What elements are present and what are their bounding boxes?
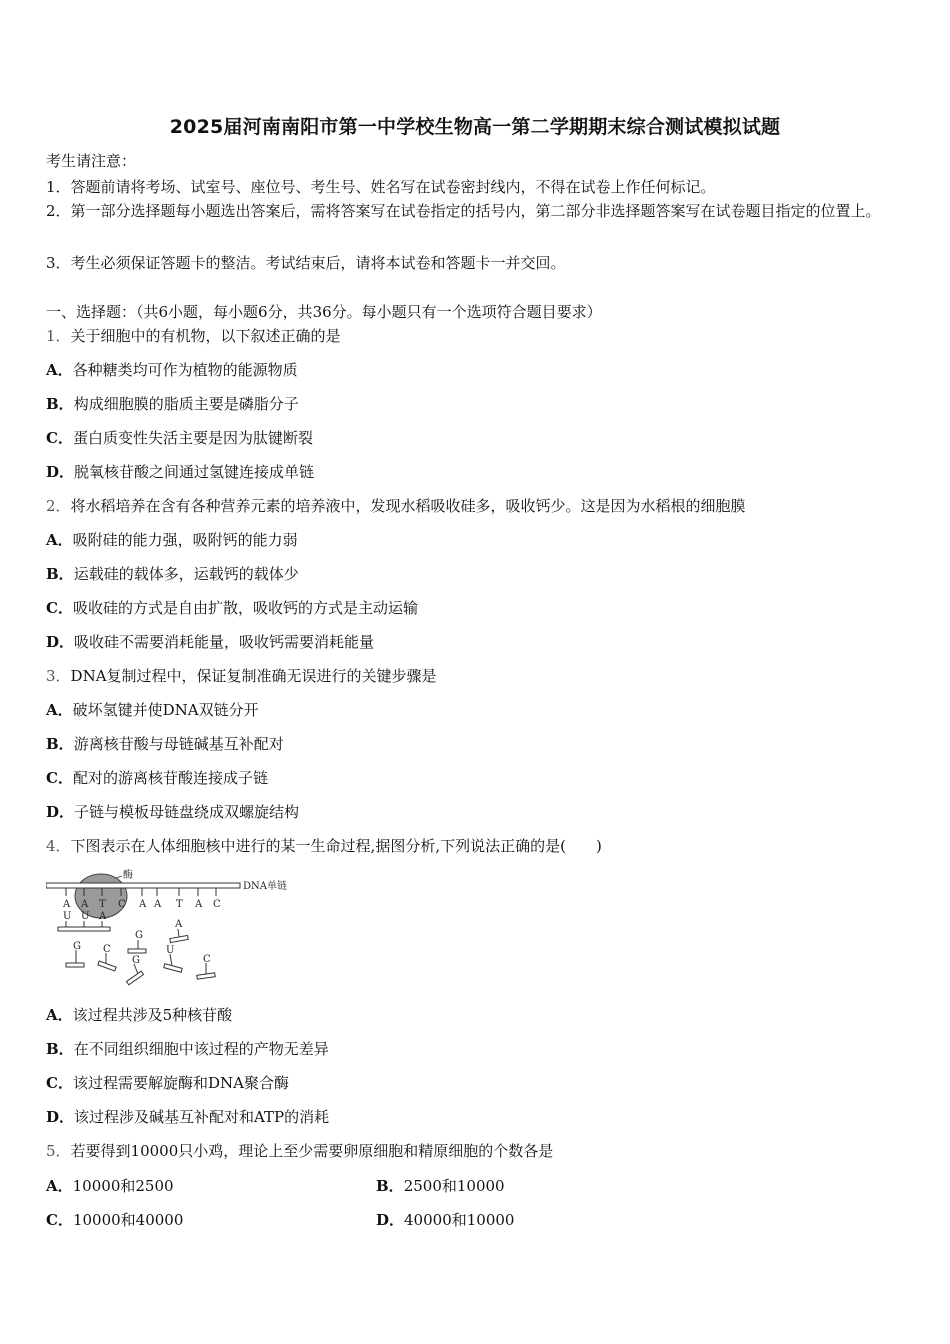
- question-number: 2．: [46, 497, 71, 515]
- section-heading: 一、选择题：（共6小题，每小题6分，共36分。每小题只有一个选项符合题目要求）: [46, 303, 602, 321]
- question-text: 将水稻培养在含有各种营养元素的培养液中，发现水稻吸收硅多，吸收钙少。这是因为水稻根的细胞膜: [70, 497, 746, 515]
- option-text: 构成细胞膜的脂质主要是磷脂分子: [73, 395, 299, 413]
- option-text: 吸收硅的方式是自由扩散，吸收钙的方式是主动运输: [72, 599, 418, 617]
- free-nucleotide: [66, 950, 84, 967]
- notice-heading: 考生请注意：: [46, 152, 137, 170]
- dna-strand: [46, 883, 240, 888]
- option-text: 配对的游离核苷酸连接成子链: [72, 769, 268, 787]
- option-letter: C．: [46, 1074, 73, 1092]
- template-base: A: [139, 899, 147, 910]
- option-text: 2500和10000: [403, 1177, 505, 1195]
- question-2-option-b[interactable]: [46, 564, 299, 584]
- notice-item-2: 2．第一部分选择题每小题选出答案后，需将答案写在试卷指定的括号内，第二部分非选择题答案写在试卷题目指定的位置上。: [46, 202, 881, 220]
- notice-item-1: 1．答题前请将考场、试室号、座位号、考生号、姓名写在试卷密封线内，不得在试卷上作任何标记。: [46, 178, 716, 196]
- option-letter: B．: [46, 735, 74, 753]
- question-4-option-d[interactable]: [46, 1107, 329, 1127]
- question-1-option-a[interactable]: [46, 360, 298, 380]
- template-base: A: [81, 899, 89, 910]
- option-text: 各种糖类均可作为植物的能源物质: [72, 361, 298, 379]
- transcription-diagram: [46, 866, 306, 996]
- question-3-stem: [46, 666, 437, 686]
- question-2-option-d[interactable]: [46, 632, 374, 652]
- question-1-option-c[interactable]: [46, 428, 313, 448]
- question-3-option-d[interactable]: [46, 802, 299, 822]
- free-nucleotide: [197, 963, 215, 979]
- dna-strand-label: DNA单链: [243, 881, 287, 892]
- option-text: 蛋白质变性失活主要是因为肽键断裂: [72, 429, 313, 447]
- option-letter: D．: [376, 1211, 405, 1229]
- question-5-option-c[interactable]: [46, 1210, 183, 1230]
- question-1-option-b[interactable]: [46, 394, 299, 414]
- option-letter: A．: [46, 531, 73, 549]
- option-text: 吸附硅的能力强，吸附钙的能力弱: [72, 531, 298, 549]
- question-text: 关于细胞中的有机物，以下叙述正确的是: [70, 327, 341, 345]
- option-text: 该过程共涉及5种核苷酸: [72, 1006, 233, 1024]
- template-base: T: [99, 899, 106, 910]
- question-2-stem: [46, 496, 746, 516]
- option-letter: A．: [46, 1006, 73, 1024]
- question-1-option-d[interactable]: [46, 462, 314, 482]
- option-text: 破坏氢键并使DNA双链分开: [72, 701, 259, 719]
- enzyme-label: 酶: [123, 870, 133, 881]
- option-letter: D．: [46, 803, 75, 821]
- question-text: 下图表示在人体细胞核中进行的某一生命过程,据图分析,下列说法正确的是( ): [70, 837, 602, 855]
- template-base: A: [195, 899, 203, 910]
- free-base: G: [135, 930, 143, 941]
- question-text: DNA复制过程中，保证复制准确无误进行的关键步骤是: [70, 667, 437, 685]
- free-base: U: [166, 945, 175, 956]
- question-3-option-a[interactable]: [46, 700, 259, 720]
- option-text: 该过程涉及碱基互补配对和ATP的消耗: [74, 1108, 330, 1126]
- option-letter: C．: [46, 599, 73, 617]
- option-text: 该过程需要解旋酶和DNA聚合酶: [72, 1074, 289, 1092]
- option-letter: B．: [376, 1177, 404, 1195]
- option-letter: D．: [46, 463, 75, 481]
- option-letter: B．: [46, 395, 74, 413]
- question-number: 5．: [46, 1142, 71, 1160]
- option-text: 子链与模板母链盘绕成双螺旋结构: [74, 803, 300, 821]
- option-text: 运载硅的载体多，运载钙的载体少: [73, 565, 299, 583]
- enzyme-pointer: [116, 876, 122, 878]
- exam-title: 2025届河南南阳市第一中学校生物高一第二学期期末综合测试模拟试题: [169, 116, 781, 138]
- option-letter: A．: [46, 361, 73, 379]
- question-text: 若要得到10000只小鸡，理论上至少需要卵原细胞和精原细胞的个数各是: [70, 1142, 554, 1160]
- template-base: T: [176, 899, 183, 910]
- free-nucleotide: [170, 929, 188, 943]
- question-3-option-c[interactable]: [46, 768, 268, 788]
- paired-base: A: [99, 911, 107, 922]
- option-text: 10000和40000: [72, 1211, 184, 1229]
- option-letter: B．: [46, 565, 74, 583]
- question-2-option-a[interactable]: [46, 530, 298, 550]
- question-number: 1．: [46, 327, 71, 345]
- question-number: 3．: [46, 667, 71, 685]
- question-4-option-a[interactable]: [46, 1005, 232, 1025]
- question-5-option-d[interactable]: [376, 1210, 514, 1230]
- question-4-stem: [46, 836, 602, 856]
- question-4-option-c[interactable]: [46, 1073, 289, 1093]
- free-base: C: [103, 944, 111, 955]
- option-letter: A．: [46, 701, 73, 719]
- free-base: G: [132, 955, 140, 966]
- template-base: A: [63, 899, 71, 910]
- template-base: C: [118, 899, 126, 910]
- question-3-option-b[interactable]: [46, 734, 284, 754]
- free-base: A: [175, 919, 183, 930]
- option-letter: C．: [46, 429, 73, 447]
- question-2-option-c[interactable]: [46, 598, 418, 618]
- free-nucleotide: [164, 954, 182, 972]
- question-5-option-b[interactable]: [376, 1176, 505, 1196]
- free-base: C: [203, 954, 211, 965]
- transcription-diagram-svg: [46, 866, 306, 996]
- question-5-stem: [46, 1141, 553, 1161]
- option-text: 脱氧核苷酸之间通过氢键连接成单链: [74, 463, 315, 481]
- option-letter: D．: [46, 633, 75, 651]
- option-letter: C．: [46, 769, 73, 787]
- option-text: 10000和2500: [72, 1177, 174, 1195]
- free-base: G: [73, 941, 81, 952]
- question-number: 4．: [46, 837, 71, 855]
- question-5-option-a[interactable]: [46, 1176, 174, 1196]
- option-letter: C．: [46, 1211, 73, 1229]
- option-text: 40000和10000: [404, 1211, 515, 1229]
- option-letter: A．: [46, 1177, 73, 1195]
- notice-item-3: 3．考生必须保证答题卡的整洁。考试结束后，请将本试卷和答题卡一并交回。: [46, 254, 566, 272]
- option-letter: B．: [46, 1040, 74, 1058]
- template-base: C: [213, 899, 221, 910]
- paired-base: U: [63, 911, 72, 922]
- paired-base: U: [81, 911, 90, 922]
- rna-strand: [58, 927, 110, 931]
- free-nucleotide: [128, 940, 146, 953]
- option-letter: D．: [46, 1108, 75, 1126]
- question-4-option-b[interactable]: [46, 1039, 329, 1059]
- template-base: A: [154, 899, 162, 910]
- free-nucleotide: [126, 964, 143, 985]
- free-nucleotide: [98, 953, 116, 971]
- question-1-stem: [46, 326, 341, 346]
- option-text: 在不同组织细胞中该过程的产物无差异: [73, 1040, 329, 1058]
- option-text: 吸收硅不需要消耗能量，吸收钙需要消耗能量: [74, 633, 375, 651]
- option-text: 游离核苷酸与母链碱基互补配对: [73, 735, 284, 753]
